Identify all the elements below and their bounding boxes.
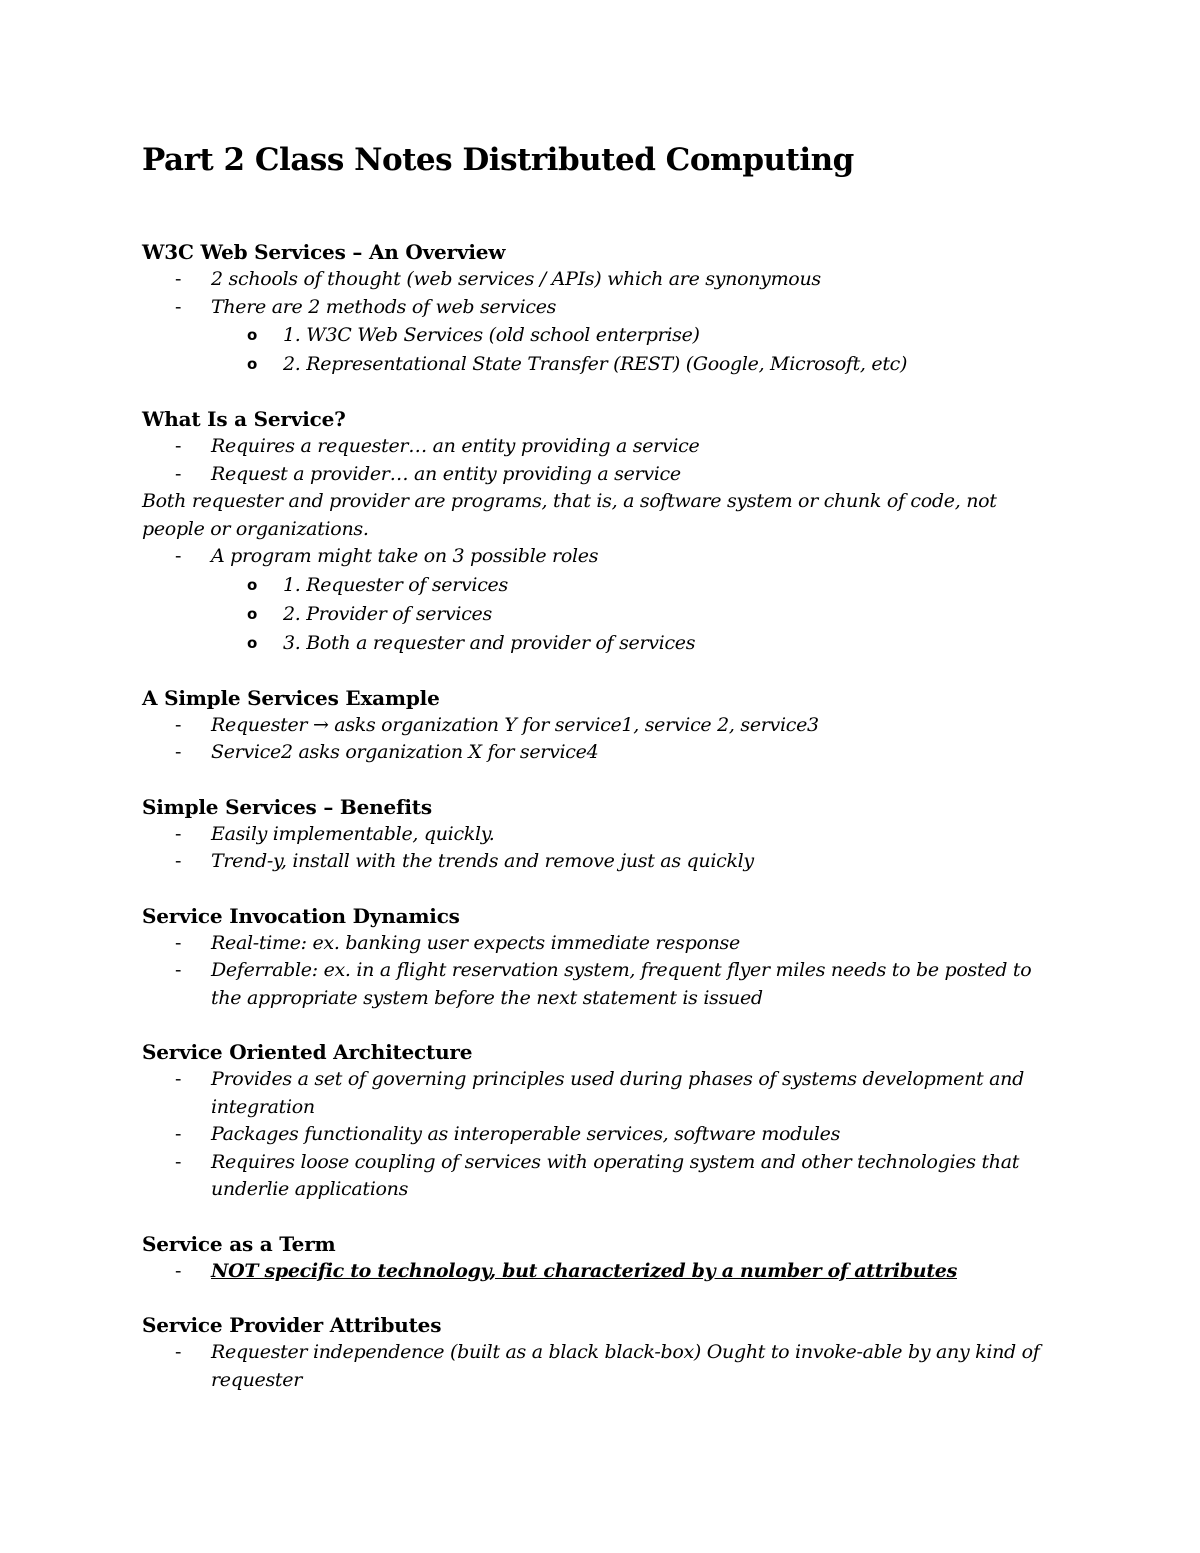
list-item-text: There are 2 methods of web services [211, 295, 557, 318]
dash-bullet: - [175, 850, 182, 872]
list-item-text: Packages functionality as interoperable services, software modules [211, 1123, 841, 1145]
section-soa [142, 1038, 1062, 1204]
document-page [142, 138, 1062, 1420]
list-item [142, 957, 1062, 1012]
list-item [142, 461, 1062, 489]
list-item-text: 2 schools of thought (web services / APIs) which are synonymous [211, 268, 821, 290]
sub-list-item [142, 629, 1062, 658]
list-item [142, 712, 1062, 740]
sub-list-item [142, 571, 1062, 600]
list-item [142, 433, 1062, 461]
dash-bullet: - [175, 713, 182, 736]
paragraph-line: people or organizations. [142, 517, 369, 540]
list-item-text: Deferrable: ex. in a flight reservation system, frequent flyer miles needs to be posted to the appropriate system before the next statement is issued [211, 959, 1032, 1009]
circle-bullet: o [247, 326, 258, 344]
list-item-text: Request a provider… an entity providing a service [211, 462, 681, 485]
list-item [142, 1066, 1062, 1121]
list-item [142, 739, 1062, 767]
section-heading: Simple Services – Benefits [142, 794, 432, 819]
sub-list-item-text: 2. Provider of services [283, 602, 492, 625]
section-heading: Service as a Term [142, 1231, 336, 1256]
section-service-term [142, 1230, 1062, 1286]
section-heading: Service Provider Attributes [142, 1313, 442, 1337]
dash-bullet: - [175, 1341, 182, 1363]
list-item [142, 821, 1062, 849]
list-item-text: Real-time: ex. banking user expects immediate response [211, 931, 740, 954]
dash-bullet: - [175, 462, 182, 485]
circle-bullet: o [247, 355, 258, 373]
dash-bullet: - [175, 268, 182, 290]
list-item-text: Requires loose coupling of services with operating system and other technologies that underlie applications [211, 1150, 1020, 1200]
sub-list-item [142, 350, 1062, 379]
list-item-text: Requester independence (built as a black black-box) Ought to invoke-able by any kind of requester [211, 1341, 1040, 1391]
list-item-text: Requester → asks organization Y for service1, service 2, service3 [211, 713, 819, 736]
sub-list-item-text: 3. Both a requester and provider of services [283, 631, 696, 654]
dash-bullet: - [175, 545, 182, 567]
section-benefits [142, 793, 1062, 876]
section-heading: W3C Web Services – An Overview [142, 240, 506, 264]
section-provider-attributes [142, 1311, 1062, 1394]
list-item [142, 930, 1062, 958]
dash-bullet: - [175, 822, 182, 845]
list-item [142, 266, 1062, 294]
list-item-text: Trend-y, install with the trends and remove just as quickly [211, 850, 754, 872]
dash-bullet: - [175, 1123, 182, 1145]
section-heading: What Is a Service? [142, 407, 346, 431]
section-what-is-service [142, 405, 1062, 658]
list-item [142, 1258, 1062, 1286]
section-w3c-overview [142, 238, 1062, 379]
list-item [142, 543, 1062, 571]
circle-bullet: o [247, 633, 258, 652]
dash-bullet: - [175, 1150, 182, 1173]
circle-bullet: o [247, 604, 258, 623]
dash-bullet: - [175, 1068, 182, 1090]
emphasized-text: NOT specific to technology, but characterized by a number of attributes [211, 1259, 957, 1282]
sub-list-item-text: 2. Representational State Transfer (REST) (Google, Microsoft, etc) [283, 353, 908, 375]
list-item [142, 1339, 1062, 1394]
dash-bullet: - [175, 741, 182, 763]
list-item [142, 1149, 1062, 1204]
sub-list-item-text: 1. Requester of services [283, 573, 508, 596]
sub-list-item [142, 600, 1062, 629]
page-title: Part 2 Class Notes Distributed Computing [142, 142, 854, 178]
list-item [142, 294, 1062, 322]
section-heading: A Simple Services Example [142, 685, 440, 710]
list-item [142, 1121, 1062, 1149]
paragraph-line: Both requester and provider are programs, that is, a software system or chunk of code, not [142, 490, 997, 512]
list-item-text: Requires a requester… an entity providing a service [211, 435, 700, 457]
circle-bullet: o [247, 575, 258, 594]
dash-bullet: - [175, 435, 182, 457]
section-heading: Service Oriented Architecture [142, 1040, 473, 1064]
sub-list-item-text: 1. W3C Web Services (old school enterprise) [283, 324, 700, 346]
section-simple-example [142, 684, 1062, 767]
sub-list-item [142, 321, 1062, 350]
list-item [142, 848, 1062, 876]
dash-bullet: - [175, 931, 182, 954]
list-item-text: Provides a set of governing principles used during phases of systems development and integration [211, 1068, 1024, 1118]
dash-bullet: - [175, 1259, 182, 1282]
section-heading: Service Invocation Dynamics [142, 903, 460, 928]
dash-bullet: - [175, 959, 182, 981]
section-invocation-dynamics [142, 902, 1062, 1013]
list-item-text: Service2 asks organization X for service4 [211, 741, 599, 763]
list-item-text: Easily implementable, quickly. [211, 822, 495, 845]
dash-bullet: - [175, 295, 182, 318]
list-item-text: A program might take on 3 possible roles [211, 545, 599, 567]
